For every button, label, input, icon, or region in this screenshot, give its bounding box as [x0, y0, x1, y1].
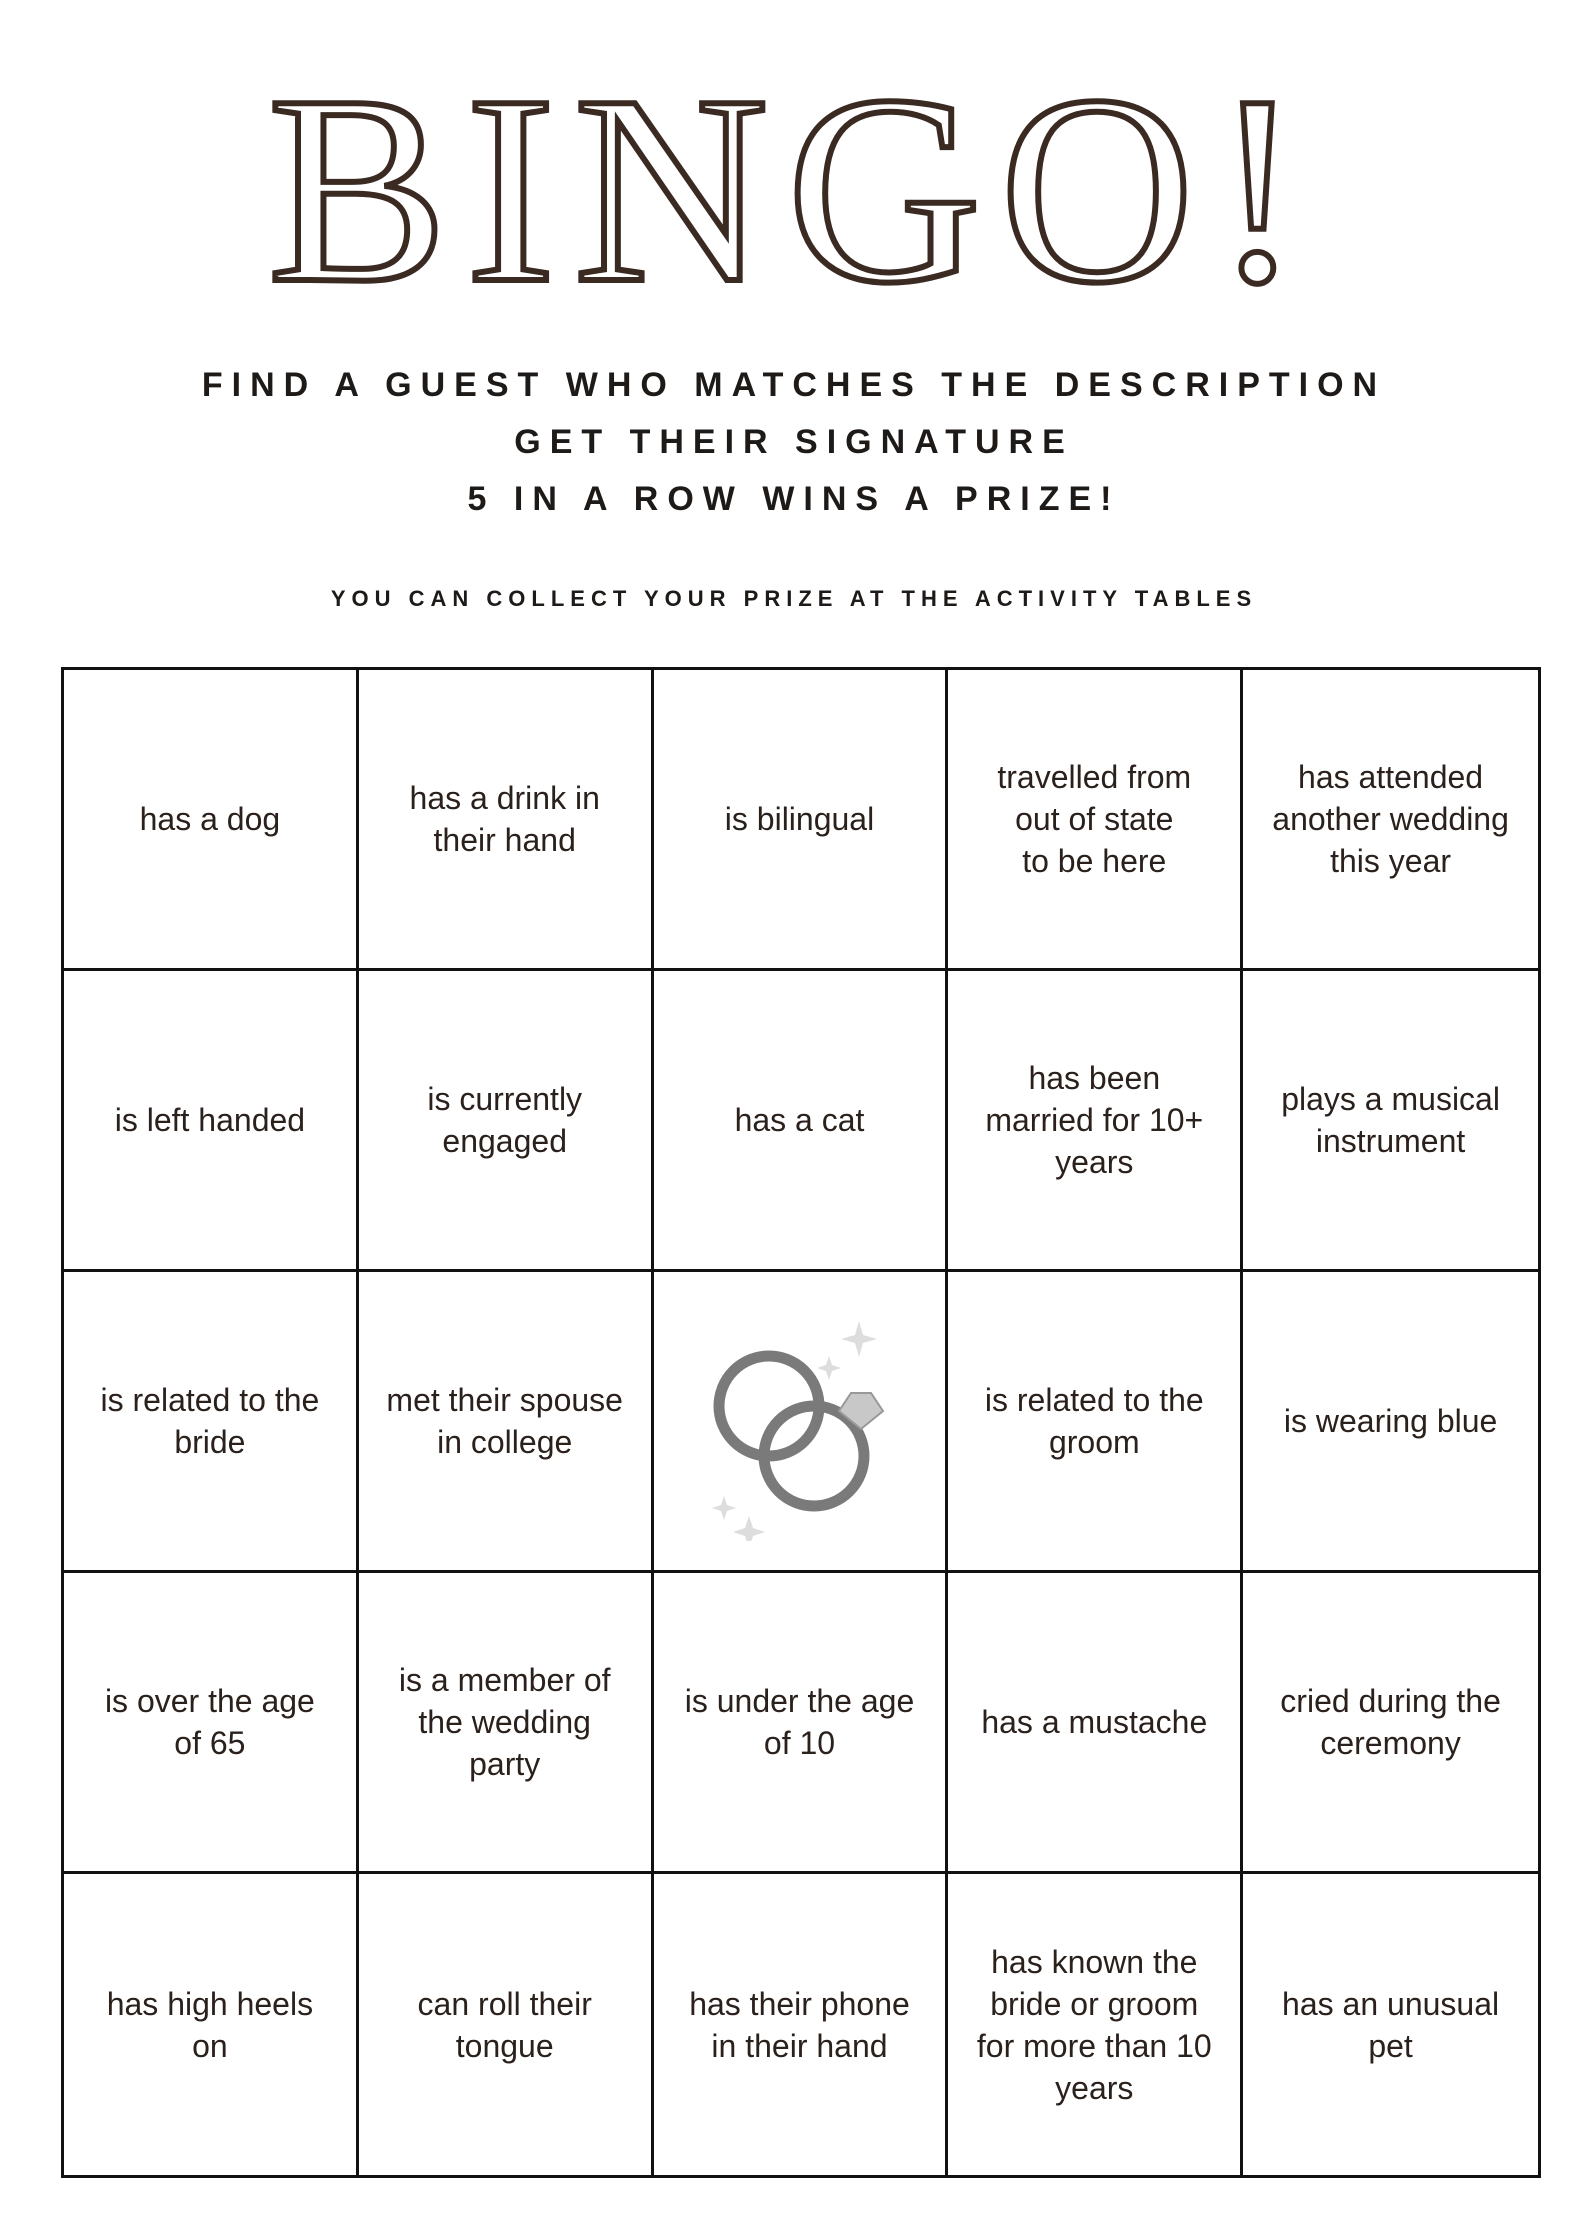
- bingo-title: [0, 70, 1588, 310]
- bingo-cell[interactable]: is bilingual: [654, 670, 949, 971]
- wedding-rings-icon: [689, 1301, 909, 1541]
- instruction-line-3: 5 IN A ROW WINS A PRIZE!: [467, 480, 1121, 518]
- prize-note: YOU CAN COLLECT YOUR PRIZE AT THE ACTIVITY TABLES: [330, 586, 1258, 611]
- bingo-cell[interactable]: is over the age of 65: [64, 1573, 359, 1874]
- instruction-line-2: GET THEIR SIGNATURE: [514, 423, 1074, 461]
- bingo-cell[interactable]: has their phone in their hand: [654, 1874, 949, 2175]
- bingo-cell[interactable]: is under the age of 10: [654, 1573, 949, 1874]
- bingo-cell[interactable]: has been married for 10+ years: [948, 971, 1243, 1272]
- bingo-cell[interactable]: can roll their tongue: [359, 1874, 654, 2175]
- bingo-cell[interactable]: is a member of the wedding party: [359, 1573, 654, 1874]
- bingo-cell[interactable]: travelled from out of state to be here: [948, 670, 1243, 971]
- bingo-cell[interactable]: has a dog: [64, 670, 359, 971]
- bingo-cell[interactable]: plays a musical instrument: [1243, 971, 1538, 1272]
- bingo-cell[interactable]: is related to the groom: [948, 1272, 1243, 1573]
- bingo-grid: [61, 667, 1541, 2178]
- bingo-cell[interactable]: has a mustache: [948, 1573, 1243, 1874]
- bingo-cell[interactable]: is related to the bride: [64, 1272, 359, 1573]
- bingo-cell[interactable]: has an unusual pet: [1282, 1985, 1500, 2064]
- bingo-title-text: BINGO!: [267, 70, 1321, 310]
- bingo-cell[interactable]: met their spouse in college: [359, 1272, 654, 1573]
- bingo-cell[interactable]: has high heels on: [64, 1874, 359, 2175]
- free-space-cell[interactable]: [654, 1272, 949, 1573]
- bingo-cell[interactable]: has attended another wedding this year: [1243, 670, 1538, 971]
- bingo-cell[interactable]: is wearing blue: [1243, 1272, 1538, 1573]
- bingo-cell[interactable]: cried during the ceremony: [1243, 1573, 1538, 1874]
- bingo-cell[interactable]: has known the bride or groom for more than 10 years: [948, 1874, 1243, 2175]
- bingo-cell[interactable]: has a cat: [654, 971, 949, 1272]
- instruction-line-1: FIND A GUEST WHO MATCHES THE DESCRIPTION: [201, 366, 1387, 404]
- bingo-cell[interactable]: is currently engaged: [359, 971, 654, 1272]
- bingo-cell[interactable]: is left handed: [64, 971, 359, 1272]
- bingo-cell[interactable]: has a drink in their hand: [359, 670, 654, 971]
